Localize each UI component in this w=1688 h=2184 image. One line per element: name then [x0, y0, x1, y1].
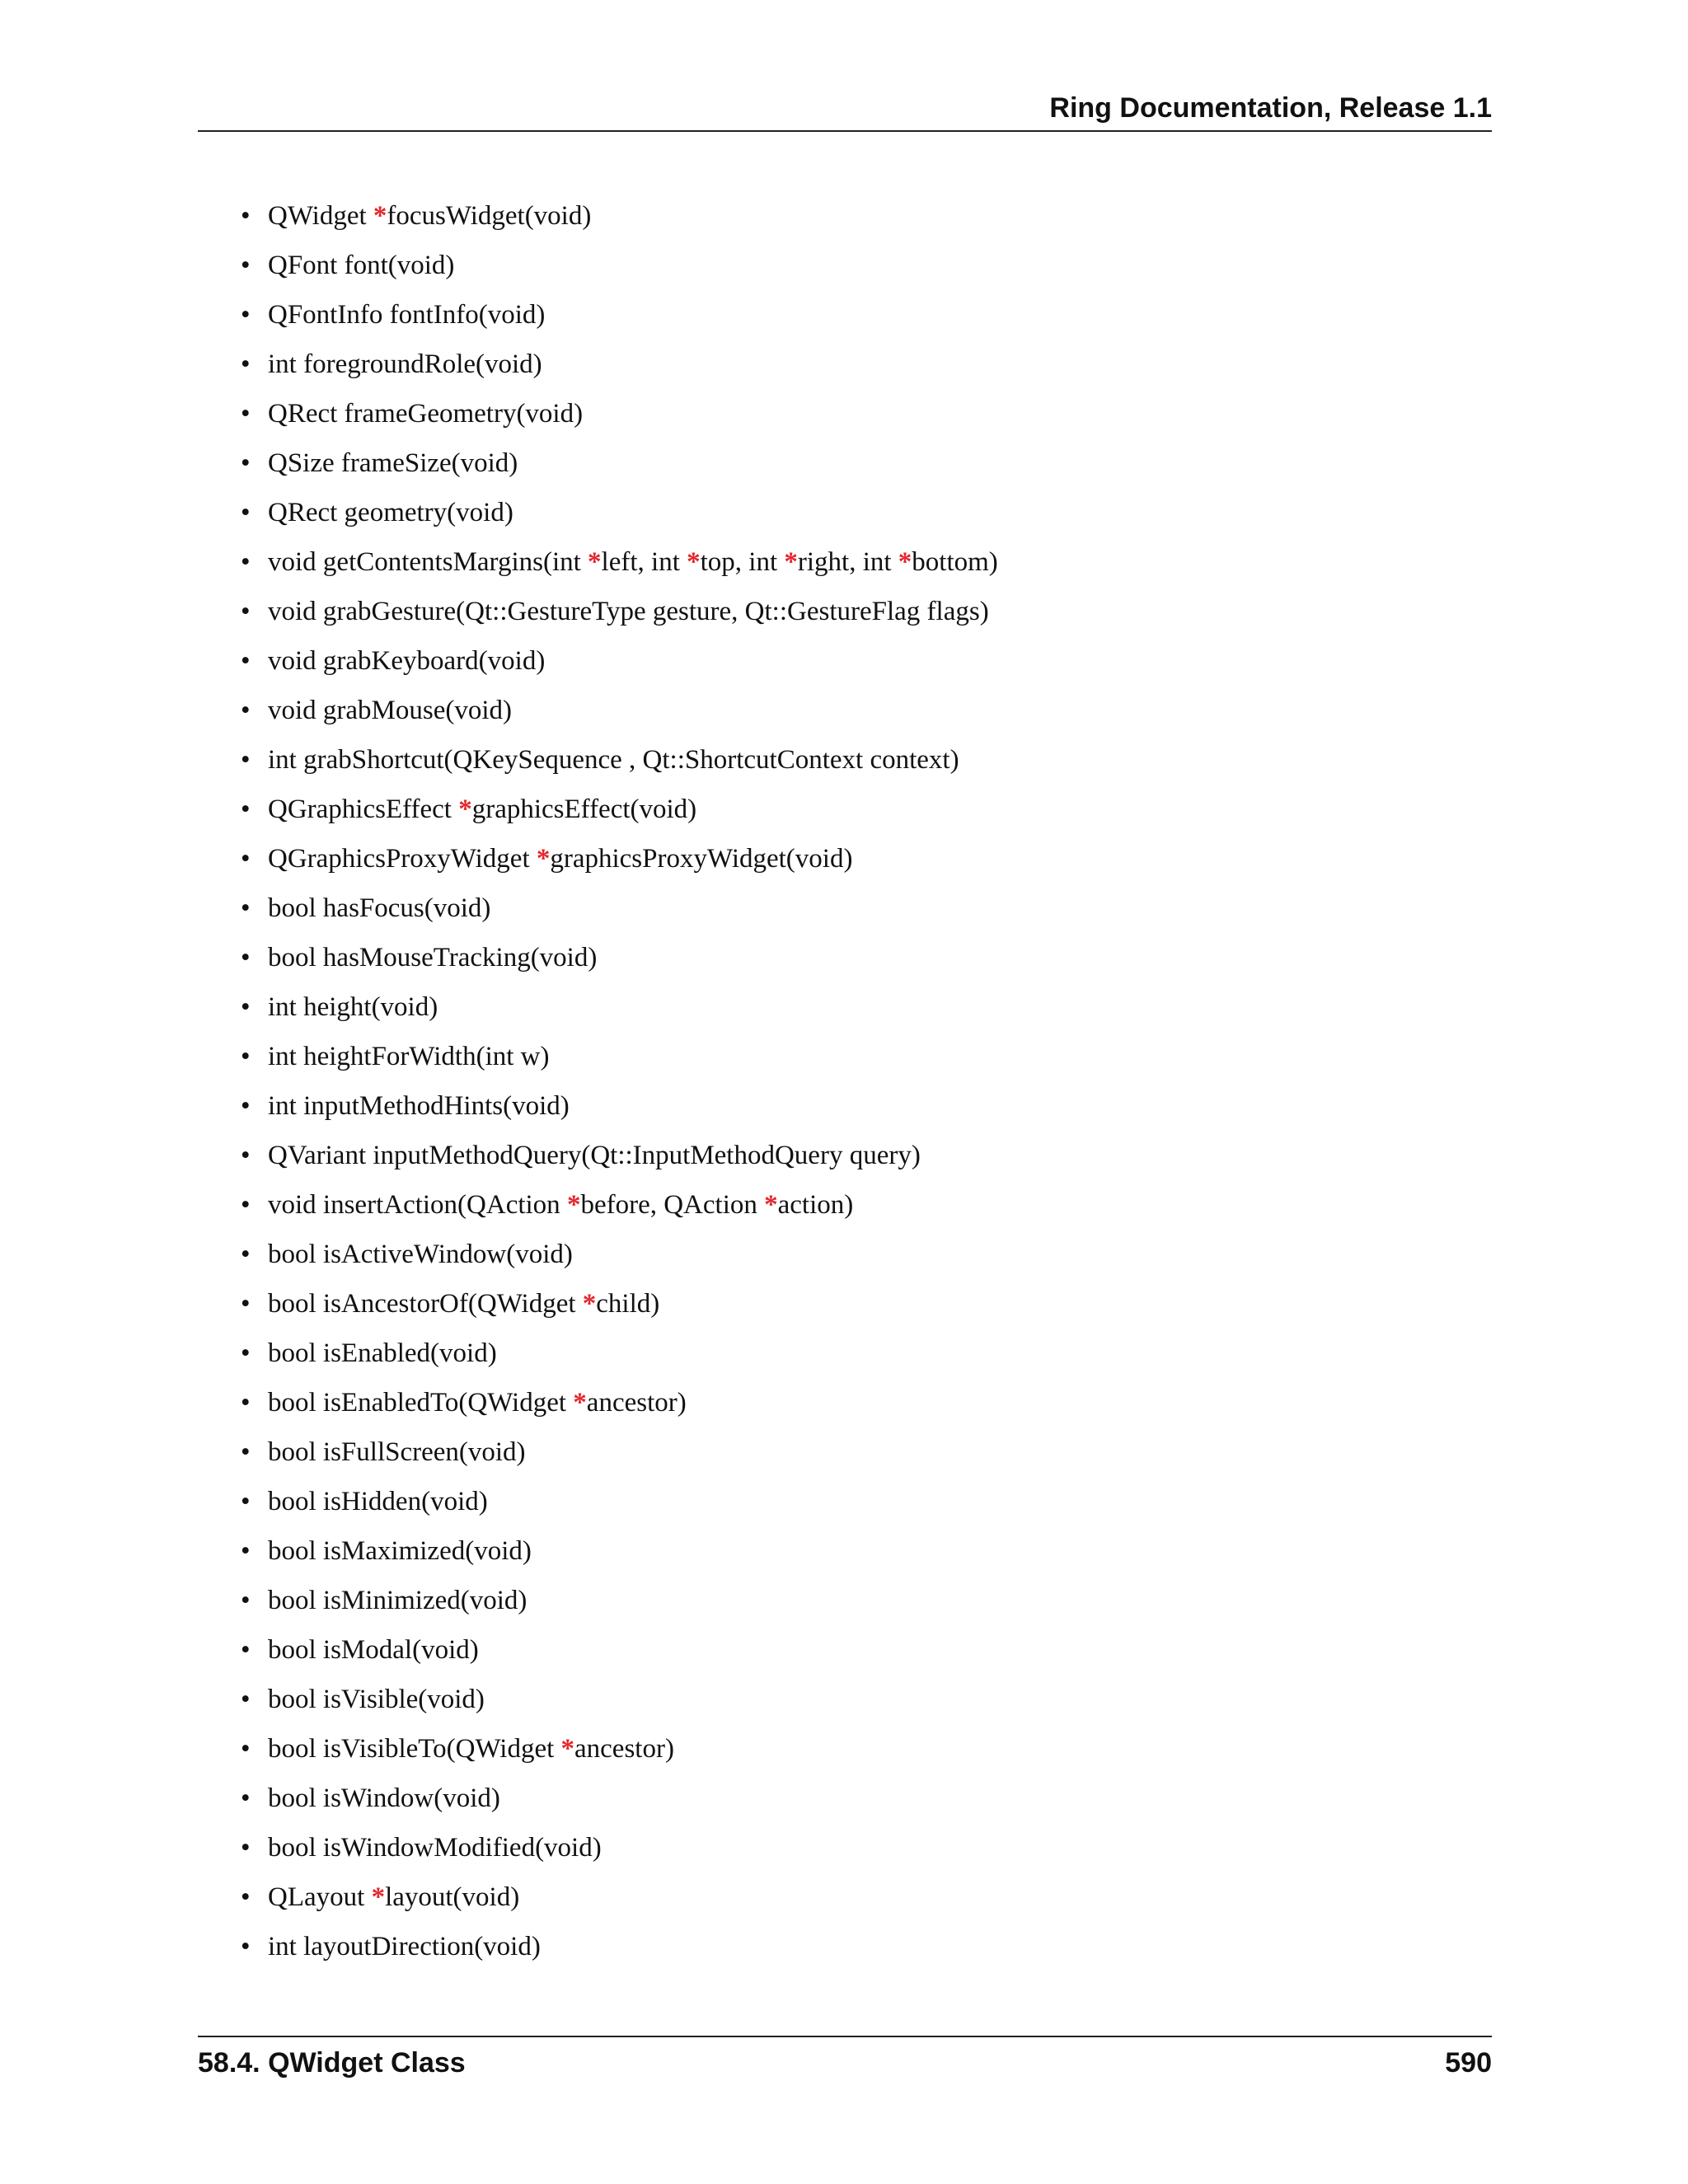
bullet-icon: • — [241, 399, 251, 429]
list-item — [0, 1431, 998, 1480]
signature-text: bool hasFocus(void) — [268, 893, 491, 923]
pointer-star: * — [566, 1190, 581, 1220]
signature-text: int height(void) — [268, 992, 438, 1022]
list-item — [0, 293, 998, 343]
bullet-icon: • — [241, 1685, 251, 1714]
signature-text: QFont font(void) — [268, 251, 455, 280]
bullet-icon: • — [241, 1635, 251, 1665]
pointer-star: * — [898, 547, 912, 577]
signature-text: bool isVisibleTo(QWidget — [268, 1734, 561, 1764]
pointer-star: * — [764, 1190, 778, 1220]
signature-text: bool isMinimized(void) — [268, 1586, 528, 1615]
signature-text: top, int — [700, 547, 785, 577]
bullet-icon: • — [241, 547, 251, 577]
pointer-star: * — [458, 794, 472, 824]
bullet-icon: • — [241, 201, 251, 231]
bullet-icon: • — [241, 1882, 251, 1912]
signature-text: int grabShortcut(QKeySequence , Qt::ShortcutContext context) — [268, 745, 959, 775]
list-item — [0, 1332, 998, 1381]
signature-text: void grabKeyboard(void) — [268, 646, 546, 676]
signature-text: bool hasMouseTracking(void) — [268, 943, 598, 972]
signature-text: before, QAction — [580, 1190, 765, 1220]
bullet-icon: • — [241, 1042, 251, 1071]
list-item — [0, 1579, 998, 1629]
list-item — [0, 1134, 998, 1183]
list-item — [0, 1876, 998, 1925]
pointer-star: * — [573, 1388, 587, 1418]
signature-text: QLayout — [268, 1882, 372, 1912]
list-item — [0, 887, 998, 936]
signature-text: QFontInfo fontInfo(void) — [268, 300, 546, 330]
list-item — [0, 1381, 998, 1431]
bullet-icon: • — [241, 1190, 251, 1220]
signature-text: int inputMethodHints(void) — [268, 1091, 570, 1121]
bullet-icon: • — [241, 1091, 251, 1121]
signature-text: QGraphicsEffect — [268, 794, 459, 824]
list-item — [0, 1233, 998, 1282]
signature-text: bool isVisible(void) — [268, 1685, 485, 1714]
bullet-icon: • — [241, 1487, 251, 1516]
list-item — [0, 1085, 998, 1134]
list-item — [0, 541, 998, 590]
list-item — [0, 1480, 998, 1530]
bullet-icon: • — [241, 1586, 251, 1615]
list-item — [0, 1826, 998, 1876]
bullet-icon: • — [241, 1536, 251, 1566]
list-item — [0, 837, 998, 887]
pointer-star: * — [560, 1734, 575, 1764]
bullet-icon: • — [241, 646, 251, 676]
signature-text: QRect frameGeometry(void) — [268, 399, 584, 429]
list-item — [0, 1183, 998, 1233]
list-item — [0, 1777, 998, 1826]
signature-text: QSize frameSize(void) — [268, 448, 518, 478]
signature-text: child) — [596, 1289, 660, 1319]
bullet-icon: • — [241, 844, 251, 874]
bullet-icon: • — [241, 992, 251, 1022]
pointer-star: * — [588, 547, 602, 577]
bullet-icon: • — [241, 1783, 251, 1813]
signature-text: bool isEnabled(void) — [268, 1338, 497, 1368]
signature-text: bottom) — [912, 547, 998, 577]
signature-text: QWidget — [268, 201, 373, 231]
signature-text: right, int — [797, 547, 898, 577]
list-item — [0, 1530, 998, 1579]
list-item — [0, 738, 998, 788]
signature-text: bool isHidden(void) — [268, 1487, 488, 1516]
page-header — [198, 89, 1492, 132]
list-item — [0, 343, 998, 392]
method-list — [0, 194, 998, 1975]
bullet-icon: • — [241, 696, 251, 725]
pointer-star: * — [373, 201, 387, 231]
signature-text: focusWidget(void) — [387, 201, 592, 231]
signature-text: ancestor) — [574, 1734, 674, 1764]
signature-text: QRect geometry(void) — [268, 498, 513, 527]
signature-text: void getContentsMargins(int — [268, 547, 588, 577]
signature-text: int layoutDirection(void) — [268, 1932, 541, 1961]
list-item — [0, 936, 998, 986]
bullet-icon: • — [241, 1289, 251, 1319]
bullet-icon: • — [241, 1437, 251, 1467]
pointer-star: * — [582, 1289, 597, 1319]
signature-text: bool isAncestorOf(QWidget — [268, 1289, 583, 1319]
bullet-icon: • — [241, 745, 251, 775]
signature-text: bool isModal(void) — [268, 1635, 479, 1665]
bullet-icon: • — [241, 448, 251, 478]
bullet-icon: • — [241, 1141, 251, 1170]
bullet-icon: • — [241, 300, 251, 330]
signature-text: ancestor) — [586, 1388, 687, 1418]
pointer-star: * — [784, 547, 798, 577]
list-item — [0, 392, 998, 442]
bullet-icon: • — [241, 893, 251, 923]
list-item — [0, 1925, 998, 1975]
bullet-icon: • — [241, 597, 251, 626]
signature-text: left, int — [601, 547, 687, 577]
signature-text: int foregroundRole(void) — [268, 349, 542, 379]
pointer-star: * — [687, 547, 701, 577]
list-item — [0, 194, 998, 244]
list-item — [0, 689, 998, 738]
bullet-icon: • — [241, 251, 251, 280]
signature-text: action) — [777, 1190, 854, 1220]
section-title: 58.4. QWidget Class — [198, 2047, 466, 2079]
list-item — [0, 442, 998, 491]
bullet-icon: • — [241, 1833, 251, 1863]
signature-text: layout(void) — [385, 1882, 520, 1912]
signature-text: bool isWindowModified(void) — [268, 1833, 602, 1863]
bullet-icon: • — [241, 1932, 251, 1961]
list-item — [0, 1678, 998, 1727]
signature-text: bool isMaximized(void) — [268, 1536, 532, 1566]
list-item — [0, 1282, 998, 1332]
list-item — [0, 491, 998, 541]
list-item — [0, 1035, 998, 1085]
list-item — [0, 590, 998, 640]
signature-text: graphicsEffect(void) — [471, 794, 697, 824]
signature-text: bool isEnabledTo(QWidget — [268, 1388, 574, 1418]
list-item — [0, 1727, 998, 1777]
signature-text: QVariant inputMethodQuery(Qt::InputMethodQuery query) — [268, 1141, 921, 1170]
signature-text: void insertAction(QAction — [268, 1190, 567, 1220]
signature-text: bool isWindow(void) — [268, 1783, 500, 1813]
bullet-icon: • — [241, 1388, 251, 1418]
bullet-icon: • — [241, 794, 251, 824]
list-item — [0, 640, 998, 689]
bullet-icon: • — [241, 349, 251, 379]
bullet-icon: • — [241, 943, 251, 972]
document-title: Ring Documentation, Release 1.1 — [1049, 92, 1492, 124]
list-item — [0, 1629, 998, 1678]
bullet-icon: • — [241, 1240, 251, 1269]
page-number: 590 — [1445, 2047, 1492, 2079]
signature-text: QGraphicsProxyWidget — [268, 844, 537, 874]
pointer-star: * — [371, 1882, 386, 1912]
signature-text: void grabGesture(Qt::GestureType gesture, Qt::GestureFlag flags) — [268, 597, 989, 626]
list-item — [0, 788, 998, 837]
page-footer — [198, 2036, 1492, 2095]
bullet-icon: • — [241, 498, 251, 527]
bullet-icon: • — [241, 1734, 251, 1764]
list-item — [0, 986, 998, 1035]
signature-text: bool isActiveWindow(void) — [268, 1240, 573, 1269]
signature-text: graphicsProxyWidget(void) — [550, 844, 853, 874]
signature-text: bool isFullScreen(void) — [268, 1437, 526, 1467]
signature-text: int heightForWidth(int w) — [268, 1042, 550, 1071]
pointer-star: * — [536, 844, 551, 874]
list-item — [0, 244, 998, 293]
signature-text: void grabMouse(void) — [268, 696, 513, 725]
bullet-icon: • — [241, 1338, 251, 1368]
